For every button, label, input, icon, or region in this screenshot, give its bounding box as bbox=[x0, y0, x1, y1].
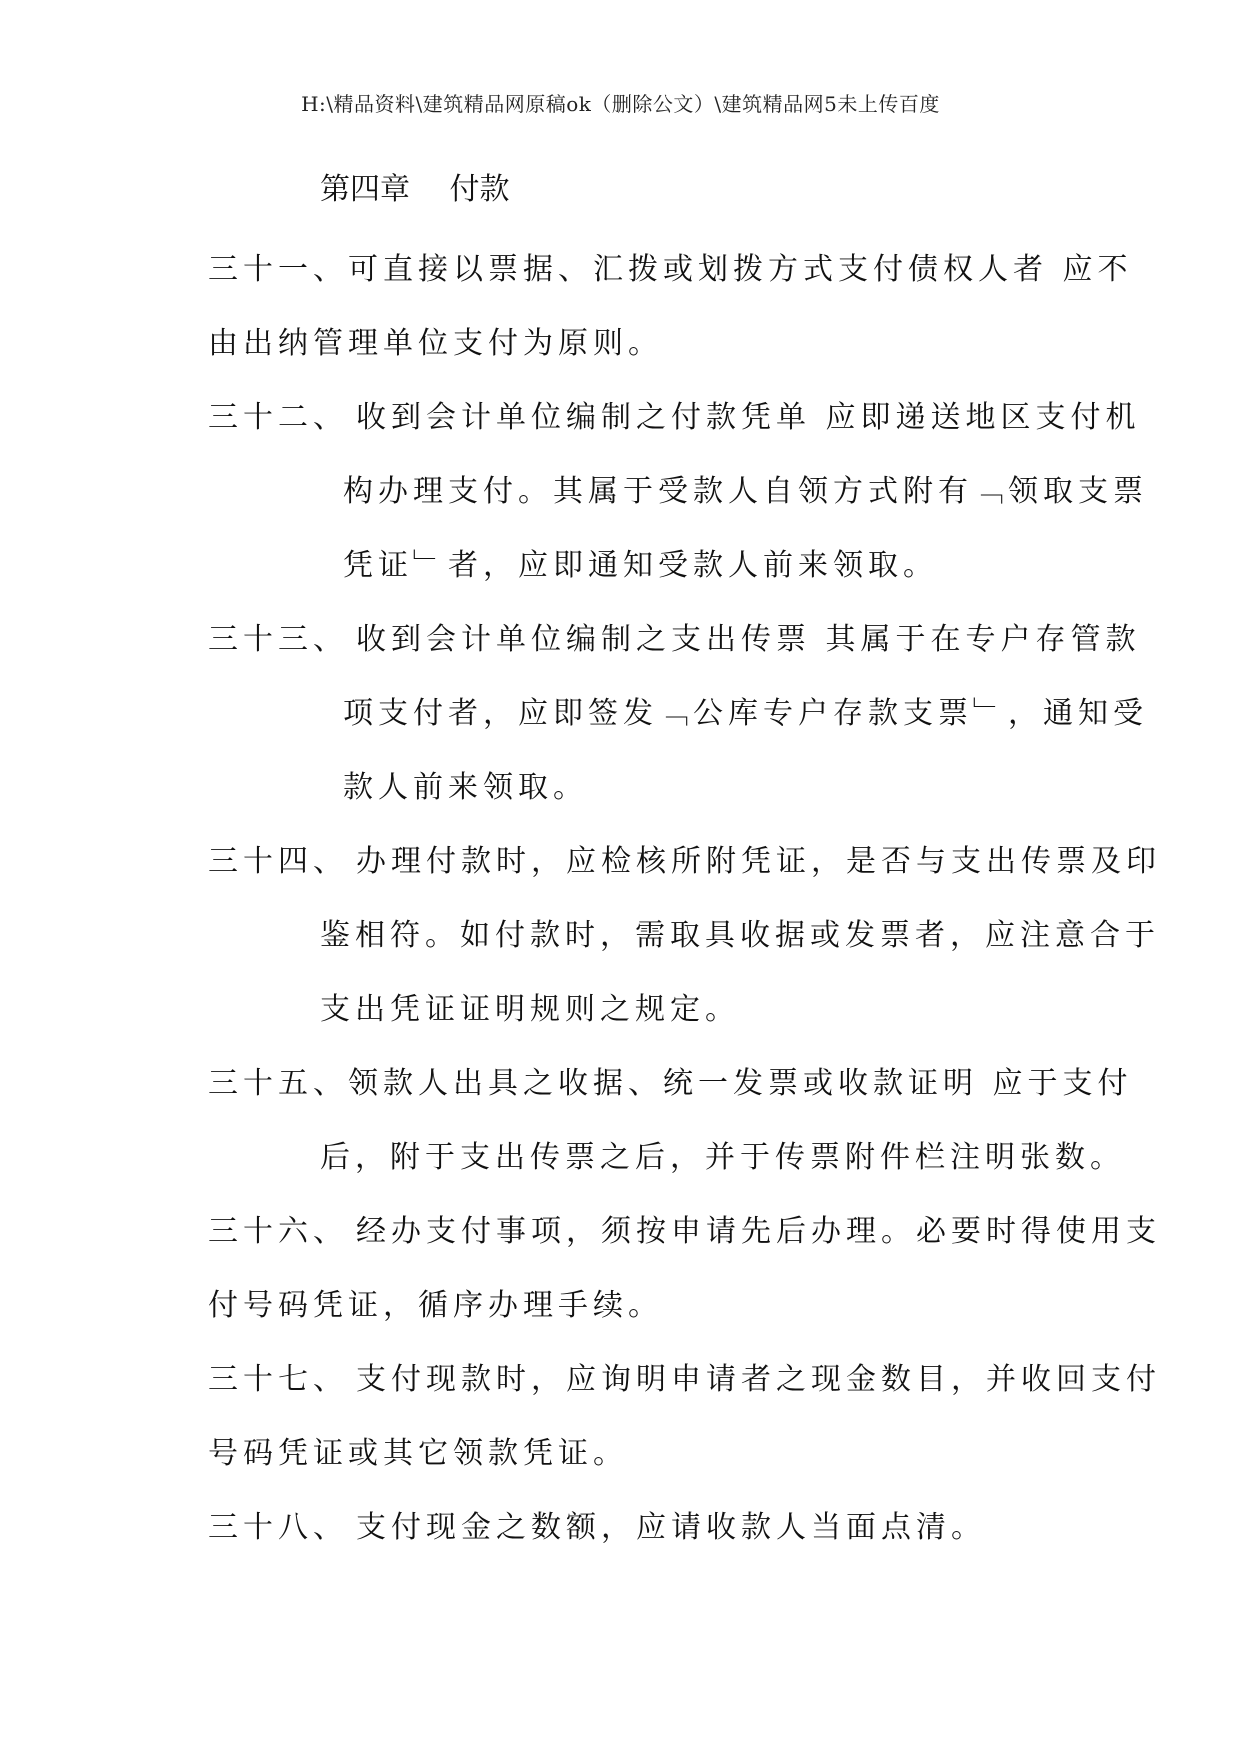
article-35-text-2: 后，附于支出传票之后，并于传票附件栏注明张数。 bbox=[320, 1140, 1125, 1175]
article-34-text-2: 鉴相符。如付款时，需取具收据或发票者，应注意合于 bbox=[320, 918, 1160, 953]
article-36-line-1 bbox=[208, 1206, 1161, 1250]
article-32-text-2: 构办理支付。其属于受款人自领方式附有﹁领取支票 bbox=[343, 474, 1148, 509]
article-34-label: 三十四、 bbox=[208, 844, 348, 879]
article-36-text-1: 经办支付事项，须按申请先后办理。必要时得使用支 bbox=[356, 1214, 1161, 1249]
article-38-label: 三十八、 bbox=[208, 1510, 348, 1545]
article-37-text-2: 号码凭证或其它领款凭证。 bbox=[208, 1436, 628, 1471]
article-35-label: 三十五、 bbox=[208, 1066, 348, 1101]
article-31-label: 三十一、 bbox=[208, 252, 348, 287]
chapter-title: 第四章 付款 bbox=[320, 172, 510, 207]
article-35-line-1 bbox=[208, 1058, 1133, 1102]
article-33-text-3: 款人前来领取。 bbox=[343, 770, 588, 805]
article-38-line-1 bbox=[208, 1502, 986, 1546]
article-32-text-1: 收到会计单位编制之付款凭单 应即递送地区支付机 bbox=[356, 400, 1141, 435]
article-33-label: 三十三、 bbox=[208, 622, 348, 657]
page-header-path: H:\精品资料\建筑精品网原稿ok（删除公文）\建筑精品网5未上传百度 bbox=[301, 92, 940, 116]
article-37-text-1: 支付现款时，应询明申请者之现金数目，并收回支付 bbox=[356, 1362, 1161, 1397]
article-31-text-2: 由出纳管理单位支付为原则。 bbox=[208, 326, 663, 361]
article-33-line-1 bbox=[208, 614, 1141, 658]
article-34-text-3: 支出凭证证明规则之规定。 bbox=[320, 992, 740, 1027]
article-32-text-3: 凭证﹂者，应即通知受款人前来领取。 bbox=[343, 548, 938, 583]
article-33-text-1: 收到会计单位编制之支出传票 其属于在专户存管款 bbox=[356, 622, 1141, 657]
article-31-text-1: 可直接以票据、汇拨或划拨方式支付债权人者 应不 bbox=[348, 252, 1133, 287]
article-34-text-1: 办理付款时，应检核所附凭证，是否与支出传票及印 bbox=[356, 844, 1161, 879]
article-32-line-1 bbox=[208, 392, 1141, 436]
article-31-line-1 bbox=[208, 244, 1133, 288]
article-32-label: 三十二、 bbox=[208, 400, 348, 435]
article-35-text-1: 领款人出具之收据、统一发票或收款证明 应于支付 bbox=[348, 1066, 1133, 1101]
article-33-text-2: 项支付者，应即签发﹁公库专户存款支票﹂，通知受 bbox=[343, 696, 1148, 731]
article-36-label: 三十六、 bbox=[208, 1214, 348, 1249]
article-36-text-2: 付号码凭证，循序办理手续。 bbox=[208, 1288, 663, 1323]
article-38-text-1: 支付现金之数额，应请收款人当面点清。 bbox=[356, 1510, 986, 1545]
article-37-label: 三十七、 bbox=[208, 1362, 348, 1397]
article-34-line-1 bbox=[208, 836, 1161, 880]
article-37-line-1 bbox=[208, 1354, 1161, 1398]
